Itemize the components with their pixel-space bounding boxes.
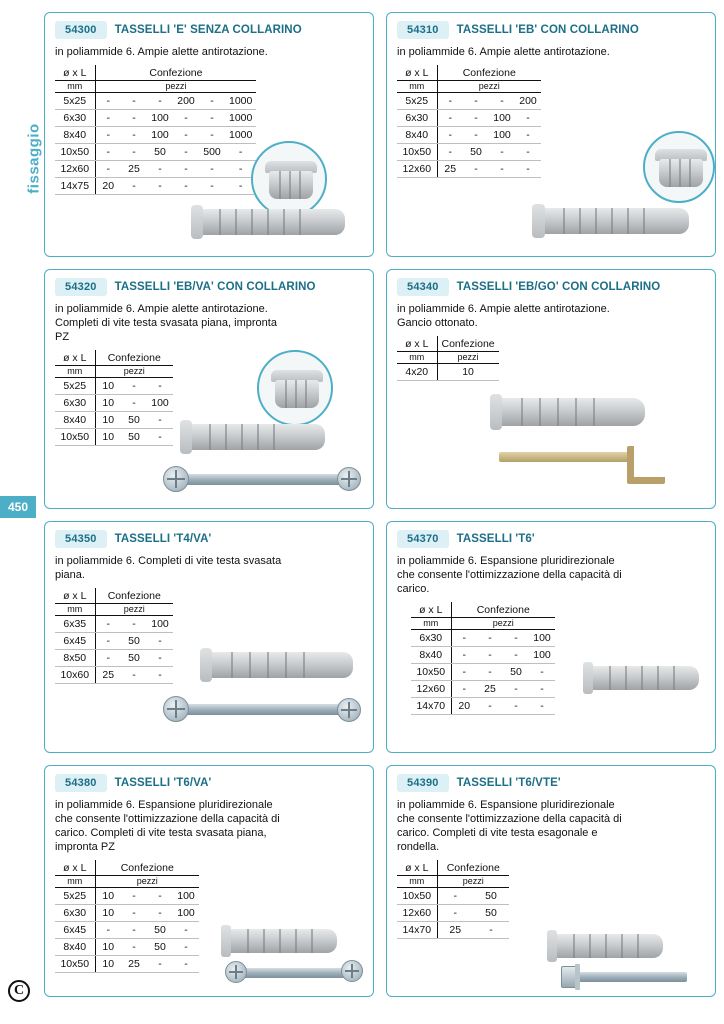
cell-pack: 1000 <box>225 127 256 144</box>
spec-table <box>397 336 499 381</box>
product-panel-grid <box>44 12 716 997</box>
cell-pack: - <box>529 698 555 715</box>
cell-pack: 50 <box>473 888 509 905</box>
cell-size: 6x45 <box>55 633 95 650</box>
cell-pack: - <box>225 144 256 161</box>
table-row <box>55 429 173 446</box>
left-rail <box>0 0 43 1024</box>
product-panel-54370[interactable] <box>386 521 716 753</box>
col-size-sub: mm <box>397 876 437 888</box>
cell-pack: - <box>121 378 147 395</box>
product-panel-54350[interactable] <box>44 521 374 753</box>
cell-pack: - <box>489 93 515 110</box>
cell-pack: 1000 <box>225 110 256 127</box>
table-row <box>397 364 499 381</box>
cell-pack: - <box>121 395 147 412</box>
pz-drive-icon <box>341 960 365 984</box>
cell-size: 12x60 <box>397 161 437 178</box>
cell-pack: - <box>199 161 225 178</box>
table-row <box>397 93 541 110</box>
cell-pack: - <box>147 161 173 178</box>
table-row <box>55 633 173 650</box>
col-pack: Confezione <box>437 860 509 876</box>
cell-pack: - <box>121 922 147 939</box>
table-row <box>55 667 173 684</box>
product-title: TASSELLI 'T6/VTE' <box>456 777 561 789</box>
cell-size: 8x50 <box>55 650 95 667</box>
cell-pack: - <box>95 616 121 633</box>
col-pack-sub: pezzi <box>95 876 199 888</box>
cell-size: 10x50 <box>397 144 437 161</box>
cell-size: 5x25 <box>55 378 95 395</box>
col-pack-sub: pezzi <box>95 366 173 378</box>
cell-pack: 100 <box>147 127 173 144</box>
cell-pack: 10 <box>95 888 121 905</box>
product-title: TASSELLI 'T4/VA' <box>114 533 212 545</box>
product-code-badge: 54340 <box>397 278 449 296</box>
cell-pack: - <box>95 93 121 110</box>
cell-pack: - <box>437 110 463 127</box>
cell-pack: - <box>199 178 225 195</box>
cell-pack: - <box>515 127 541 144</box>
cell-pack: 50 <box>121 650 147 667</box>
product-description: in poliammide 6. Completi di vite testa svasata piana. <box>55 555 282 581</box>
product-title: TASSELLI 'T6' <box>456 533 535 545</box>
spec-table <box>411 602 555 715</box>
cell-pack: - <box>437 93 463 110</box>
pz-drive-icon <box>337 698 363 724</box>
panel-header <box>397 774 705 792</box>
col-size-sub: mm <box>411 618 451 630</box>
table-row <box>397 888 509 905</box>
plug-illustration <box>205 644 374 686</box>
cell-pack: 10 <box>95 378 121 395</box>
cell-pack: 100 <box>489 110 515 127</box>
cell-size: 6x30 <box>55 905 95 922</box>
cell-pack: - <box>121 939 147 956</box>
col-pack: Confezione <box>95 588 173 604</box>
cell-pack: 200 <box>515 93 541 110</box>
cell-pack: - <box>95 650 121 667</box>
col-pack: Confezione <box>437 336 499 352</box>
cell-pack: - <box>121 178 147 195</box>
cell-pack: - <box>451 664 477 681</box>
panel-header <box>55 530 363 548</box>
cell-pack: - <box>147 905 173 922</box>
table-row <box>55 378 173 395</box>
cell-pack: - <box>173 144 199 161</box>
table-row <box>55 939 199 956</box>
cell-pack: 50 <box>147 144 173 161</box>
table-row <box>55 922 199 939</box>
detail-zoom-circle <box>257 350 333 426</box>
spec-table <box>397 65 541 178</box>
col-size: ø x L <box>397 336 437 352</box>
plug-illustration <box>495 392 685 432</box>
col-size: ø x L <box>397 860 437 876</box>
product-description: in poliammide 6. Ampie alette antirotazione. Gancio ottonato. <box>397 303 610 329</box>
table-row <box>55 178 256 195</box>
cell-pack: 10 <box>95 395 121 412</box>
product-title: TASSELLI 'EB' CON COLLARINO <box>456 24 639 36</box>
col-pack-sub: pezzi <box>437 876 509 888</box>
col-pack: Confezione <box>95 860 199 876</box>
cell-pack: 50 <box>147 922 173 939</box>
cell-pack: - <box>147 667 173 684</box>
cell-pack: - <box>147 412 173 429</box>
cell-pack: 10 <box>95 956 121 973</box>
product-panel-54390[interactable] <box>386 765 716 997</box>
table-row <box>55 888 199 905</box>
panel-header <box>55 278 363 296</box>
product-description: in poliammide 6. Espansione pluridirezionale che consente l'ottimizzazione della capacità di carico. Completi di vite testa esagonale e rondella. <box>397 799 622 853</box>
page-number: 450 <box>0 496 36 518</box>
product-title: TASSELLI 'EB/GO' CON COLLARINO <box>456 281 661 293</box>
cell-pack: - <box>147 378 173 395</box>
col-size: ø x L <box>397 65 437 81</box>
cell-pack: 25 <box>121 956 147 973</box>
hex-screw-illustration <box>551 962 711 996</box>
col-pack: Confezione <box>95 350 173 366</box>
cell-size: 10x60 <box>55 667 95 684</box>
detail-zoom-circle <box>251 141 327 217</box>
cell-pack: - <box>95 633 121 650</box>
cell-pack: 1000 <box>225 93 256 110</box>
cell-size: 5x25 <box>55 888 95 905</box>
cell-pack: - <box>477 698 503 715</box>
panel-header <box>397 530 705 548</box>
product-code-badge: 54350 <box>55 530 107 548</box>
cell-pack: - <box>173 939 199 956</box>
cell-pack: 50 <box>121 633 147 650</box>
plug-illustration <box>225 921 365 961</box>
cell-pack: - <box>173 110 199 127</box>
cell-pack: - <box>477 630 503 647</box>
screw-illustration <box>225 958 374 992</box>
cell-pack: 25 <box>95 667 121 684</box>
cell-pack: 50 <box>463 144 489 161</box>
cell-pack: 50 <box>503 664 529 681</box>
table-row <box>55 127 256 144</box>
cell-pack: 100 <box>489 127 515 144</box>
cell-size: 10x50 <box>55 144 95 161</box>
plug-illustration <box>551 926 701 966</box>
cell-size: 6x35 <box>55 616 95 633</box>
spec-table <box>55 860 199 973</box>
table-row <box>55 93 256 110</box>
publisher-logo: C <box>8 980 30 1002</box>
cell-pack: - <box>463 161 489 178</box>
cell-pack: - <box>503 698 529 715</box>
cell-pack: - <box>95 110 121 127</box>
cell-pack: - <box>121 616 147 633</box>
table-row <box>55 956 199 973</box>
table-row <box>397 127 541 144</box>
cell-pack: - <box>173 178 199 195</box>
cell-pack: - <box>121 888 147 905</box>
cell-pack: - <box>199 93 225 110</box>
product-panel-54380[interactable] <box>44 765 374 997</box>
cell-pack: - <box>437 144 463 161</box>
cell-pack: - <box>95 922 121 939</box>
cell-pack: - <box>147 650 173 667</box>
cell-pack: 100 <box>147 110 173 127</box>
cell-pack: - <box>147 178 173 195</box>
cell-pack: - <box>463 110 489 127</box>
cell-size: 6x45 <box>55 922 95 939</box>
cell-pack: 50 <box>473 905 509 922</box>
cell-pack: - <box>473 922 509 939</box>
spec-table <box>55 588 173 684</box>
cell-size: 8x40 <box>411 647 451 664</box>
cell-size: 10x50 <box>55 429 95 446</box>
col-size: ø x L <box>411 602 451 618</box>
cell-pack: - <box>451 630 477 647</box>
product-panel-54320[interactable] <box>44 269 374 509</box>
cell-pack: - <box>147 956 173 973</box>
section-label: fissaggio <box>25 123 43 194</box>
cell-pack: - <box>147 888 173 905</box>
table-row <box>397 922 509 939</box>
col-size: ø x L <box>55 588 95 604</box>
col-pack: Confezione <box>95 65 256 81</box>
table-row <box>55 144 256 161</box>
cell-pack: 50 <box>147 939 173 956</box>
col-size: ø x L <box>55 350 95 366</box>
cell-pack: 100 <box>173 905 199 922</box>
product-title: TASSELLI 'EB/VA' CON COLLARINO <box>114 281 316 293</box>
cell-pack: - <box>515 161 541 178</box>
cell-size: 8x40 <box>55 127 95 144</box>
cell-pack: - <box>95 161 121 178</box>
table-row <box>55 650 173 667</box>
cell-pack: - <box>121 127 147 144</box>
table-row <box>411 681 555 698</box>
product-code-badge: 54310 <box>397 21 449 39</box>
cell-pack: 50 <box>121 429 147 446</box>
product-description: in poliammide 6. Ampie alette antirotazione. Completi di vite testa svasata piana, impronta PZ <box>55 303 277 343</box>
table-row <box>397 905 509 922</box>
cell-pack: 10 <box>95 905 121 922</box>
detail-zoom-circle <box>643 131 715 203</box>
cell-pack: - <box>477 647 503 664</box>
cell-pack: 100 <box>173 888 199 905</box>
product-description: in poliammide 6. Ampie alette antirotazione. <box>55 46 268 58</box>
product-code-badge: 54320 <box>55 278 107 296</box>
cell-pack: 50 <box>121 412 147 429</box>
cell-pack: 500 <box>199 144 225 161</box>
table-row <box>55 412 173 429</box>
cell-pack: 200 <box>173 93 199 110</box>
screw-illustration <box>163 460 363 500</box>
cell-pack: - <box>437 888 473 905</box>
cell-pack: - <box>515 110 541 127</box>
product-code-badge: 54390 <box>397 774 449 792</box>
cell-pack: - <box>489 161 515 178</box>
cell-pack: - <box>95 127 121 144</box>
cell-pack: 20 <box>451 698 477 715</box>
cell-pack: 100 <box>147 616 173 633</box>
cell-size: 10x50 <box>411 664 451 681</box>
panel-header <box>397 21 705 39</box>
pz-drive-icon <box>337 467 363 493</box>
cell-size: 8x40 <box>55 412 95 429</box>
cell-pack: - <box>451 681 477 698</box>
cell-pack: - <box>503 681 529 698</box>
cell-size: 14x70 <box>397 922 437 939</box>
col-size: ø x L <box>55 860 95 876</box>
product-title: TASSELLI 'E' SENZA COLLARINO <box>114 24 302 36</box>
cell-size: 6x30 <box>55 395 95 412</box>
col-size: ø x L <box>55 65 95 81</box>
table-row <box>397 144 541 161</box>
plug-illustration <box>185 418 365 458</box>
cell-size: 12x60 <box>55 161 95 178</box>
cell-size: 4x20 <box>397 364 437 381</box>
product-description: in poliammide 6. Espansione pluridirezionale che consente l'ottimizzazione della capacità di carico. <box>397 555 622 595</box>
table-row <box>411 698 555 715</box>
panel-header <box>397 278 705 296</box>
spec-table <box>55 65 256 195</box>
cell-pack: - <box>121 110 147 127</box>
cell-pack: - <box>477 664 503 681</box>
cell-size: 6x30 <box>55 110 95 127</box>
cell-size: 6x30 <box>411 630 451 647</box>
cell-pack: 25 <box>477 681 503 698</box>
plug-illustration <box>587 658 707 698</box>
col-size-sub: mm <box>55 604 95 616</box>
cell-pack: 10 <box>95 939 121 956</box>
cell-pack: - <box>199 110 225 127</box>
product-description: in poliammide 6. Ampie alette antirotazione. <box>397 46 610 58</box>
col-pack-sub: pezzi <box>95 81 256 93</box>
product-title: TASSELLI 'T6/VA' <box>114 777 212 789</box>
cell-size: 8x40 <box>55 939 95 956</box>
cell-pack: 100 <box>147 395 173 412</box>
col-pack: Confezione <box>451 602 555 618</box>
cell-size: 10x50 <box>55 956 95 973</box>
table-row <box>55 395 173 412</box>
panel-header <box>55 774 363 792</box>
cell-pack: - <box>451 647 477 664</box>
table-row <box>411 647 555 664</box>
product-code-badge: 54300 <box>55 21 107 39</box>
cell-size: 5x25 <box>55 93 95 110</box>
cell-pack: 25 <box>437 922 473 939</box>
cell-pack: - <box>503 647 529 664</box>
cell-size: 8x40 <box>397 127 437 144</box>
cell-pack: - <box>463 127 489 144</box>
cell-pack: - <box>503 630 529 647</box>
cell-size: 10x50 <box>397 888 437 905</box>
product-code-badge: 54370 <box>397 530 449 548</box>
cell-size: 12x60 <box>411 681 451 698</box>
cell-pack: - <box>121 93 147 110</box>
cell-pack: - <box>147 93 173 110</box>
col-pack: Confezione <box>437 65 541 81</box>
hook-illustration <box>499 442 699 492</box>
cell-size: 12x60 <box>397 905 437 922</box>
cell-pack: 100 <box>529 630 555 647</box>
table-row <box>55 905 199 922</box>
cell-pack: - <box>489 144 515 161</box>
cell-pack: - <box>147 633 173 650</box>
cell-pack: - <box>529 681 555 698</box>
cell-pack: - <box>173 127 199 144</box>
table-row <box>397 110 541 127</box>
plug-illustration <box>537 201 707 243</box>
col-size-sub: mm <box>397 81 437 93</box>
cell-pack: - <box>147 429 173 446</box>
cell-pack: - <box>173 161 199 178</box>
col-size-sub: mm <box>55 876 95 888</box>
cell-size: 5x25 <box>397 93 437 110</box>
cell-pack: 20 <box>95 178 121 195</box>
cell-pack: - <box>437 127 463 144</box>
table-row <box>55 161 256 178</box>
cell-pack: 100 <box>529 647 555 664</box>
col-pack-sub: pezzi <box>451 618 555 630</box>
plug-illustration <box>195 203 355 243</box>
col-size-sub: mm <box>397 352 437 364</box>
cell-pack: - <box>515 144 541 161</box>
col-size-sub: mm <box>55 366 95 378</box>
cell-size: 14x75 <box>55 178 95 195</box>
col-pack-sub: pezzi <box>437 81 541 93</box>
spec-table <box>55 350 173 446</box>
table-row <box>411 630 555 647</box>
cell-pack: - <box>437 905 473 922</box>
cell-pack: 10 <box>437 364 499 381</box>
product-description: in poliammide 6. Espansione pluridirezionale che consente l'ottimizzazione della capacità di carico. Completi di vite testa svasata piana, impronta PZ <box>55 799 280 853</box>
table-row <box>55 110 256 127</box>
product-code-badge: 54380 <box>55 774 107 792</box>
spec-table <box>397 860 509 939</box>
col-size-sub: mm <box>55 81 95 93</box>
cell-size: 14x70 <box>411 698 451 715</box>
col-pack-sub: pezzi <box>95 604 173 616</box>
cell-pack: - <box>121 667 147 684</box>
cell-pack: - <box>121 905 147 922</box>
screw-illustration <box>163 690 363 730</box>
cell-pack: - <box>173 922 199 939</box>
table-row <box>55 616 173 633</box>
cell-pack: - <box>95 144 121 161</box>
cell-pack: 10 <box>95 412 121 429</box>
col-pack-sub: pezzi <box>437 352 499 364</box>
table-row <box>411 664 555 681</box>
cell-pack: - <box>121 144 147 161</box>
cell-pack: - <box>225 161 256 178</box>
panel-header <box>55 21 363 39</box>
cell-pack: 10 <box>95 429 121 446</box>
product-panel-54340[interactable] <box>386 269 716 509</box>
cell-pack: - <box>463 93 489 110</box>
cell-pack: 25 <box>437 161 463 178</box>
product-panel-54310[interactable] <box>386 12 716 257</box>
cell-pack: 25 <box>121 161 147 178</box>
cell-pack: - <box>225 178 256 195</box>
cell-pack: - <box>199 127 225 144</box>
table-row <box>397 161 541 178</box>
cell-pack: - <box>529 664 555 681</box>
product-panel-54300[interactable] <box>44 12 374 257</box>
cell-size: 6x30 <box>397 110 437 127</box>
cell-pack: - <box>173 956 199 973</box>
